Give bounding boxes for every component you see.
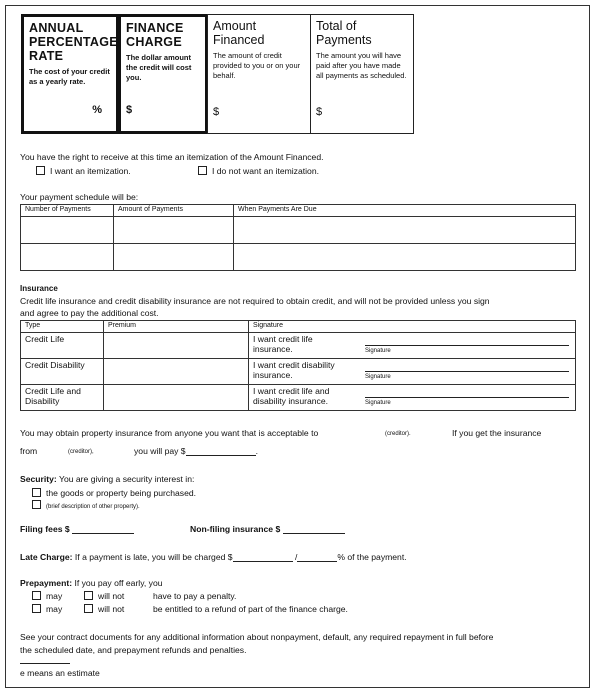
schedule-row (21, 217, 576, 244)
insurance-row (21, 333, 576, 359)
prepayment-may-label: may (46, 604, 63, 614)
property-text-2: If you get the insurance (452, 428, 542, 438)
signature-label: Signature (365, 400, 391, 406)
itemization-want-checkbox[interactable] (36, 166, 45, 175)
insurance-signature-cell[interactable] (249, 385, 576, 411)
signature-line[interactable] (365, 345, 569, 346)
insurance-signature-cell[interactable] (249, 359, 576, 385)
itemization-want-option[interactable] (36, 166, 131, 176)
schedule-col-when: When Payments Are Due (234, 205, 576, 217)
insurance-sig-text: I want credit life and (253, 386, 330, 396)
insurance-type (21, 333, 104, 359)
late-charge-percent-line[interactable] (294, 552, 337, 562)
late-charge-slash: / (294, 552, 298, 562)
amount-financed-box (207, 14, 311, 134)
insurance-type (21, 385, 104, 411)
prepayment-penalty-text: have to pay a penalty. (153, 591, 237, 601)
prepayment-refund-text: be entitled to a refund of part of the finance charge. (153, 604, 348, 614)
insurance-premium[interactable] (104, 359, 249, 385)
nonfiling-insurance-line[interactable] (283, 524, 345, 534)
security-option-2[interactable] (32, 500, 140, 510)
contract-line-2: the scheduled date, and prepayment refunds and penalties. (20, 645, 247, 655)
itemization-want-label: I want an itemization. (50, 166, 131, 176)
schedule-col-amount: Amount of Payments (114, 205, 234, 217)
security-option-2-label: (brief description of other property). (46, 504, 140, 510)
amount-financed-symbol: $ (213, 106, 220, 118)
insurance-type (21, 359, 104, 385)
amount-financed-title: Amount Financed (213, 19, 265, 47)
insurance-sig-text: disability insurance. (253, 396, 328, 406)
schedule-cell[interactable] (234, 217, 576, 244)
property-pay (134, 446, 258, 456)
security-option-2-checkbox[interactable] (32, 500, 41, 509)
prepayment-row-1-willnot (84, 591, 124, 601)
filing-fees-label: Filing fees $ (20, 524, 70, 534)
schedule-col-number: Number of Payments (21, 205, 114, 217)
insurance-text-1: Credit life insurance and credit disability insurance are not required to obtain credit, and will not be provided unless you sign (20, 296, 490, 306)
schedule-cell[interactable] (234, 244, 576, 271)
insurance-type-text: Credit Disability (25, 360, 85, 370)
nonfiling-insurance-label: Non-filing insurance $ (190, 524, 281, 534)
property-from: from (20, 446, 38, 456)
schedule-row (21, 244, 576, 271)
total-payments-title: Total of Payments (316, 19, 372, 47)
insurance-type-text: Disability (25, 396, 60, 406)
schedule-cell[interactable] (114, 217, 234, 244)
itemization-not-want-label: I do not want an itemization. (212, 166, 320, 176)
prepayment-row-2 (32, 604, 62, 614)
insurance-type-text: Credit Life (25, 334, 65, 344)
amount-financed-desc: The amount of credit provided to you or on your behalf. (213, 51, 301, 80)
insurance-signature-cell[interactable] (249, 333, 576, 359)
finance-charge-desc: The dollar amount the credit will cost you. (126, 53, 192, 82)
filing-fees (20, 524, 134, 534)
prepayment-may-label: may (46, 591, 63, 601)
prepayment-row-1 (32, 591, 62, 601)
itemization-text: You have the right to receive at this time an itemization of the Amount Financed. (20, 152, 324, 162)
schedule-cell[interactable] (114, 244, 234, 271)
insurance-premium[interactable] (104, 385, 249, 411)
insurance-sig-text: insurance. (253, 370, 293, 380)
property-pay-line[interactable] (186, 446, 256, 456)
property-text-1: You may obtain property insurance from anyone you want that is acceptable to (20, 428, 319, 438)
property-creditor-1: (creditor). (385, 431, 411, 437)
prepayment-willnot-checkbox[interactable] (84, 604, 93, 613)
schedule-cell[interactable] (21, 217, 114, 244)
schedule-heading: Your payment schedule will be: (20, 192, 139, 202)
finance-charge-box (118, 14, 208, 134)
insurance-premium[interactable] (104, 333, 249, 359)
contract-line-1: See your contract documents for any additional information about nonpayment, default, any required repayment in full before (20, 632, 494, 642)
disclosure-boxes (21, 14, 416, 134)
late-charge-amount-line[interactable] (233, 552, 293, 562)
security-option-1-checkbox[interactable] (32, 488, 41, 497)
itemization-not-want-checkbox[interactable] (198, 166, 207, 175)
prepayment (20, 578, 163, 588)
insurance-col-type: Type (21, 321, 104, 333)
filing-fees-line[interactable] (72, 524, 134, 534)
late-charge (20, 552, 407, 562)
security-line (20, 474, 194, 484)
prepayment-willnot-checkbox[interactable] (84, 591, 93, 600)
insurance-col-signature: Signature (249, 321, 576, 333)
apr-desc: The cost of your credit as a yearly rate. (29, 67, 110, 86)
prepayment-label: Prepayment: (20, 578, 73, 588)
signature-label: Signature (365, 348, 391, 354)
insurance-row (21, 385, 576, 411)
footnote-rule (20, 663, 70, 664)
prepayment-may-checkbox[interactable] (32, 604, 41, 613)
insurance-sig-text: I want credit disability (253, 360, 335, 370)
insurance-row (21, 359, 576, 385)
schedule-table (20, 204, 576, 271)
finance-charge-symbol: $ (126, 104, 133, 116)
itemization-not-want-option[interactable] (198, 166, 319, 176)
total-payments-desc: The amount you will have paid after you have made all payments as scheduled. (316, 51, 407, 80)
late-charge-label: Late Charge: (20, 552, 73, 562)
footnote: e means an estimate (20, 668, 100, 678)
prepayment-text: If you pay off early, you (74, 578, 163, 588)
property-end: . (255, 446, 258, 456)
signature-line[interactable] (365, 371, 569, 372)
prepayment-willnot-label: will not (98, 604, 125, 614)
insurance-text-2: and agree to pay the additional cost. (20, 308, 159, 318)
insurance-sig-text: I want credit life (253, 334, 313, 344)
prepayment-willnot-label: will not (98, 591, 125, 601)
total-payments-box (310, 14, 414, 134)
insurance-col-premium: Premium (104, 321, 249, 333)
security-option-1-label: the goods or property being purchased. (46, 488, 197, 498)
prepayment-row-2-willnot (84, 604, 124, 614)
security-option-1[interactable] (32, 488, 196, 498)
late-charge-text: If a payment is late, you will be charged $ (74, 552, 233, 562)
apr-title: ANNUAL PERCENTAGE RATE (29, 21, 118, 63)
prepayment-may-checkbox[interactable] (32, 591, 41, 600)
insurance-sig-text: insurance. (253, 344, 293, 354)
insurance-table (20, 320, 576, 411)
security-text: You are giving a security interest in: (59, 474, 195, 484)
total-payments-symbol: $ (316, 106, 323, 118)
insurance-heading: Insurance (20, 284, 58, 293)
apr-symbol: % (92, 104, 102, 116)
signature-label: Signature (365, 374, 391, 380)
schedule-cell[interactable] (21, 244, 114, 271)
finance-charge-title: FINANCE CHARGE (126, 21, 184, 49)
insurance-type-text: Credit Life and (25, 386, 81, 396)
late-charge-end: % of the payment. (337, 552, 407, 562)
apr-box (21, 14, 119, 134)
signature-line[interactable] (365, 397, 569, 398)
nonfiling-insurance (190, 524, 345, 534)
property-pay-label: you will pay $ (134, 446, 186, 456)
security-label: Security: (20, 474, 57, 484)
property-creditor-2: (creditor), (68, 449, 94, 455)
